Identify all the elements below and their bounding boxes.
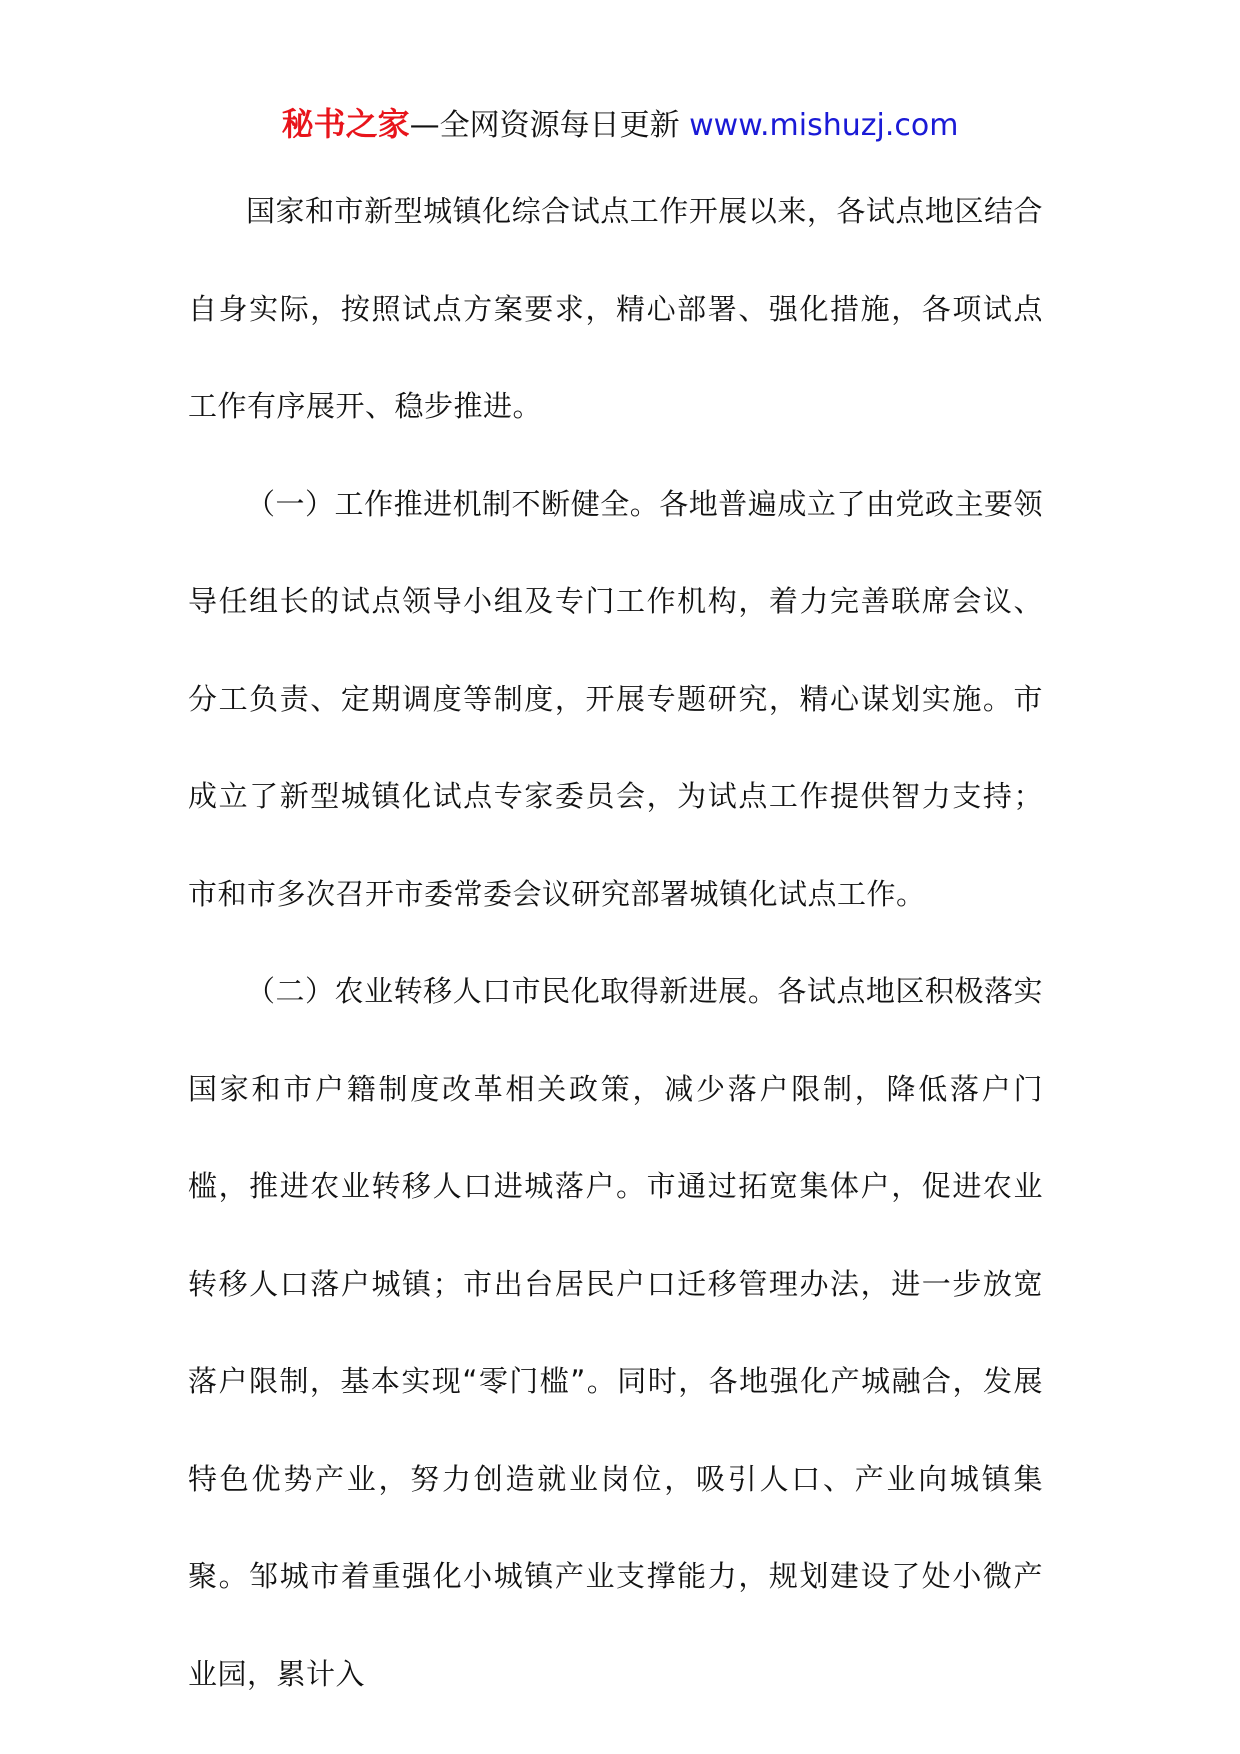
watermark-header: [0, 100, 1240, 150]
header-tagline: —全网资源每日更新: [409, 108, 690, 143]
document-body: [188, 163, 1043, 1723]
paragraph-section-2: （二）农业转移人口市民化取得新进展。各试点地区积极落实国家和市户籍制度改革相关政策，减少落户限制，降低落户门槛，推进农业转移人口进城落户。市通过拓宽集体户，促进农业转移人口落户城镇；市出台居民户口迁移管理办法，进一步放宽落户限制，基本实现“零门槛”。同时，各地强化产城融合，发展特色优势产业，努力创造就业岗位，吸引人口、产业向城镇集聚。邹城市着重强化小城镇产业支撑能力，规划建设了处小微产业园，累计入: [188, 974, 1043, 1691]
site-url: www.mishuzj.com: [689, 108, 959, 143]
paragraph-intro: 国家和市新型城镇化综合试点工作开展以来，各试点地区结合自身实际，按照试点方案要求，精心部署、强化措施，各项试点工作有序展开、稳步推进。: [188, 194, 1043, 423]
paragraph-section-1: （一）工作推进机制不断健全。各地普遍成立了由党政主要领导任组长的试点领导小组及专门工作机构，着力完善联席会议、分工负责、定期调度等制度，开展专题研究，精心谋划实施。市成立了新型城镇化试点专家委员会，为试点工作提供智力支持；市和市多次召开市委常委会议研究部署城镇化试点工作。: [188, 486, 1043, 911]
brand-name: 秘书之家: [281, 105, 410, 143]
